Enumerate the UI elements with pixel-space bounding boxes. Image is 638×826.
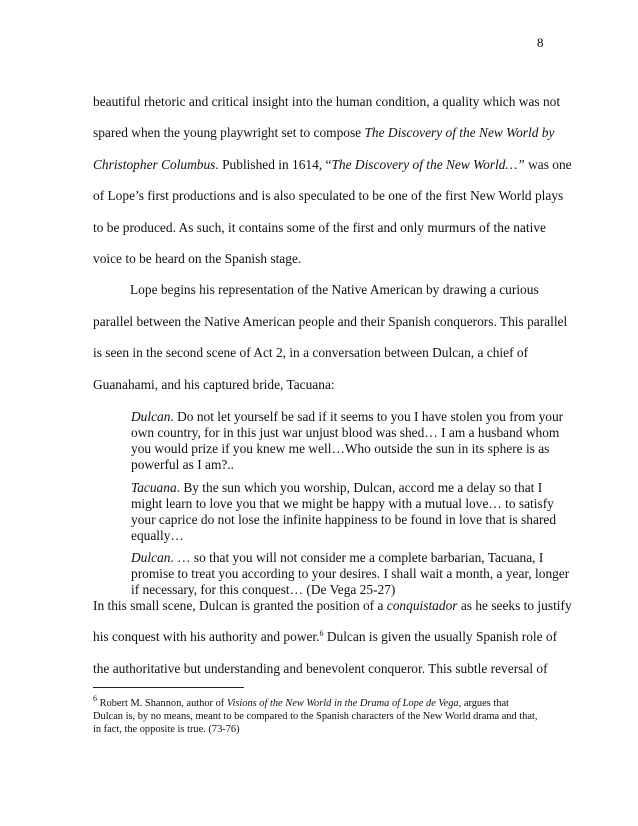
- para1-line2: [93, 125, 554, 141]
- para3-line1-text: In this small scene, Dulcan is granted the position of a: [93, 598, 387, 613]
- footnote-reference[interactable]: 6: [319, 629, 324, 638]
- quote-line: powerful as I am?..: [131, 457, 234, 472]
- para3-line2: [93, 629, 557, 645]
- para2-line3: is seen in the second scene of Act 2, in a conversation between Dulcan, a chief of: [93, 345, 529, 360]
- para1-line6: voice to be heard on the Spanish stage.: [93, 251, 302, 266]
- quote-line: equally…: [131, 528, 184, 543]
- play-title: The Discovery of the New World by: [364, 125, 555, 140]
- para2-line2: parallel between the Native American people and their Spanish conquerors. This parallel: [93, 314, 568, 329]
- quote-line: . By the sun which you worship, Dulcan, accord me a delay so that I: [176, 480, 543, 495]
- para3-line1-end: as he seeks to justify: [457, 598, 572, 613]
- para3-line3: the authoritative but understanding and benevolent conqueror. This subtle reversal of: [93, 661, 548, 676]
- footnote-line3: in fact, the opposite is true. (73-76): [93, 724, 240, 735]
- quote-line: own country, for in this just war unjust blood was shed… I am a husband whom: [131, 425, 560, 440]
- footnote-text: Robert M. Shannon, author of: [97, 698, 227, 709]
- para1-line5: to be produced. As such, it contains some of the first and only murmurs of the native: [93, 220, 546, 235]
- para3-line1: [93, 598, 572, 614]
- term-conquistador: conquistador: [386, 598, 458, 613]
- para1-line1: beautiful rhetoric and critical insight into the human condition, a quality which was not: [93, 94, 561, 109]
- footnote-book-title: Visions of the New World in the Drama of Lope de Vega: [226, 698, 459, 709]
- block-quote-dulcan-1: [131, 409, 564, 473]
- para2-line1: Lope begins his representation of the Native American by drawing a curious: [130, 282, 539, 297]
- quote-line: . Do not let yourself be sad if it seems to you I have stolen you from your: [170, 409, 564, 424]
- quote-line: might learn to love you that we might be happy with a mutual love… to satisfy: [131, 496, 554, 511]
- para3-line2-end: Dulcan is given the usually Spanish role of: [323, 629, 558, 644]
- block-quote-tacuana: [131, 480, 557, 544]
- para3-line2-text: his conquest with his authority and power.: [93, 629, 320, 644]
- quote-line: you would prize if you knew me well…Who outside the sun in its sphere is as: [131, 441, 550, 456]
- speaker-name: Dulcan: [131, 550, 171, 565]
- footnote-text-end: , argues that: [458, 698, 509, 709]
- footnote-line1: [93, 694, 509, 710]
- play-title-cont: Christopher Columbus: [93, 157, 216, 172]
- block-quote-dulcan-2: [131, 550, 570, 598]
- para2-line4: Guanahami, and his captured bride, Tacuana:: [93, 377, 335, 392]
- page-number: 8: [537, 35, 544, 50]
- footnote-line2: Dulcan is, by no means, meant to be compared to the Spanish characters of the New World drama and that,: [93, 711, 538, 722]
- quote-line: your caprice do not lose the infinite happiness to be found in love that is shared: [131, 512, 557, 527]
- quote-line: promise to treat you according to your desires. I shall wait a month, a year, longer: [131, 566, 570, 581]
- para1-line2-text: spared when the young playwright set to compose: [93, 125, 365, 140]
- footnote-divider: [93, 687, 244, 688]
- speaker-name: Tacuana: [131, 480, 177, 495]
- para1-line3-text: . Published in 1614, “: [215, 157, 332, 172]
- speaker-name: Dulcan: [131, 409, 171, 424]
- para1-line4: of Lope’s first productions and is also speculated to be one of the first New World plays: [93, 188, 564, 203]
- play-short-title: The Discovery of the New World…”: [331, 157, 525, 172]
- footnote-mark: 6: [93, 694, 97, 703]
- para1-line3: [93, 157, 572, 173]
- quote-line: . … so that you will not consider me a complete barbarian, Tacuana, I: [170, 550, 544, 565]
- para1-line3-end: was one: [524, 157, 572, 172]
- quote-line: if necessary, for this conquest… (De Vega 25-27): [131, 582, 396, 597]
